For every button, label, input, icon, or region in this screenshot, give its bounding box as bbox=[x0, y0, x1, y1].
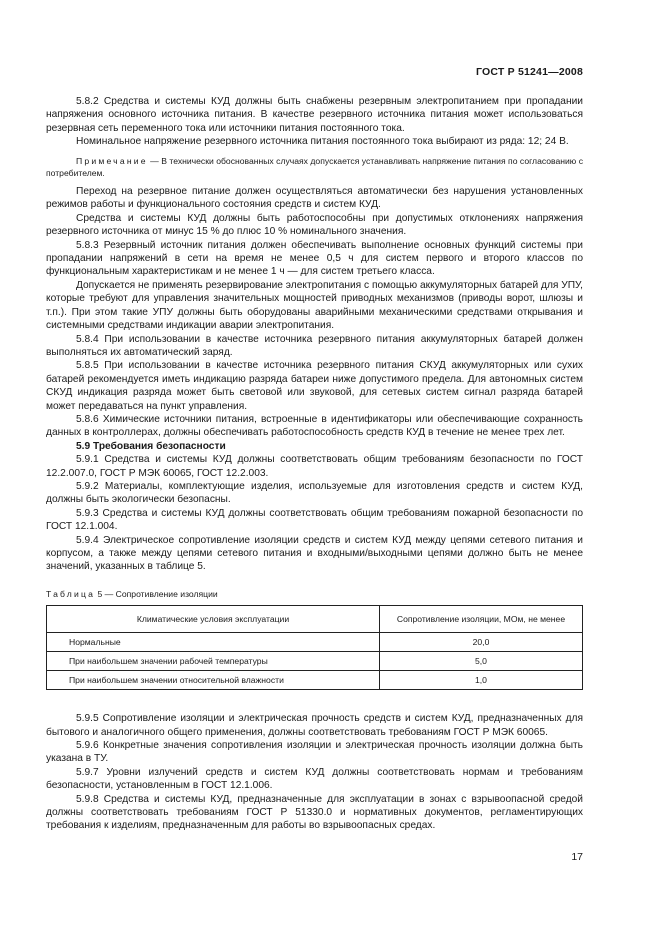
table-caption-label: Таблица bbox=[46, 588, 96, 599]
paragraph: 5.9.1 Средства и системы КУД должны соответствовать общим требованиям безопасности по ГОСТ 12.2.007.0, ГОСТ Р МЭК 60065, ГОСТ 12.2.003. bbox=[46, 454, 583, 479]
table-row bbox=[47, 671, 583, 690]
note bbox=[46, 155, 583, 179]
table-caption-text: 5 — Сопротивление изоляции bbox=[95, 588, 218, 599]
table-row bbox=[47, 633, 583, 652]
paragraph: 5.9.3 Средства и системы КУД должны соответствовать общим требованиям пожарной безопасности по ГОСТ 12.1.004. bbox=[46, 507, 583, 533]
paragraph: 5.8.2 Средства и системы КУД должны быть снабжены резервным электропитанием при пропадании напряжения основного источника питания. В качестве резервного источника питания может использоваться резервная сеть переменного тока или источники питания постоянного тока. bbox=[46, 96, 583, 134]
table-caption bbox=[46, 588, 583, 601]
paragraph: 5.8.6 Химические источники питания, встроенные в идентификаторы или обеспечивающие сохранность данных в контроллерах, должны обеспечивать работоспособность средств КУД в течение не менее трех лет. bbox=[46, 413, 583, 439]
paragraph: 5.9.7 Уровни излучений средств и систем КУД должны соответствовать нормам и требованиям безопасности, установленным в ГОСТ 12.1.006. bbox=[46, 766, 583, 792]
table-cell: 5,0 bbox=[380, 652, 583, 671]
document-code-header: ГОСТ Р 51241—2008 bbox=[475, 66, 583, 78]
section-title: 5.9 Требования безопасности bbox=[76, 440, 226, 452]
paragraph: Номинальное напряжение резервного источника питания постоянного тока выбирают из ряда: 12; 24 В. bbox=[76, 136, 569, 148]
paragraph: 5.8.3 Резервный источник питания должен обеспечивать выполнение основных функций системы при пропадании напряжений в сети на время не менее 0,5 ч для систем первого и второго классов по функциональным характеристикам и не менее 1 ч — для систем третьего класса. bbox=[46, 239, 583, 278]
paragraph: Допускается не применять резервирование электропитания с помощью аккумуляторных батарей для УПУ, которые требуют для управления значительных мощностей приводных механизмов (приводы ворот, шлюзы и т.п.). При этом такие УПУ должны быть оборудованы аварийными механическими средствами открывания и системными средствами индикации аварии электропитания. bbox=[46, 279, 583, 332]
table-row bbox=[47, 652, 583, 671]
table-cell: При наибольшем значении относительной влажности bbox=[47, 671, 380, 690]
paragraph: 5.9.6 Конкретные значения сопротивления изоляции и электрическая прочность изоляции должна быть указана в ТУ. bbox=[46, 740, 583, 765]
paragraph: Переход на резервное питание должен осуществляться автоматически без нарушения установленных режимов работы и функционального состояния средств и систем КУД. bbox=[46, 186, 583, 211]
table-cell: 20,0 bbox=[380, 633, 583, 652]
paragraph: 5.9.5 Сопротивление изоляции и электрическая прочность средств и систем КУД, предназначенных для бытового и аналогичного общего применения, должны соответствовать требованиям ГОСТ Р МЭК 60065. bbox=[46, 713, 583, 738]
document-body bbox=[46, 95, 583, 833]
note-text: — В технически обоснованных случаях допускается устанавливать напряжение питания по согласованию с потребителем. bbox=[46, 155, 583, 178]
table-cell: 1,0 bbox=[380, 671, 583, 690]
insulation-table bbox=[46, 605, 583, 690]
page-number: 17 bbox=[571, 851, 583, 863]
paragraph: 5.8.4 При использовании в качестве источника резервного питания аккумуляторных батарей должен выполняться их автоматический заряд. bbox=[46, 333, 583, 358]
note-label: Примечание bbox=[76, 155, 148, 166]
paragraph: 5.9.4 Электрическое сопротивление изоляции средств и систем КУД между цепями сетевого питания и корпусом, а также между цепями сетевого питания и входными/выходными цепями должно быть не менее значений, указанных в таблице 5. bbox=[46, 534, 583, 573]
table-header-cell: Сопротивление изоляции, МОм, не менее bbox=[380, 606, 583, 633]
paragraph: Средства и системы КУД должны быть работоспособны при допустимых отклонениях напряжения резервного источника от минус 15 % до плюс 10 % номинального значения. bbox=[46, 212, 583, 238]
paragraph: 5.9.8 Средства и системы КУД, предназначенные для эксплуатации в зонах с взрывоопасной средой должны соответствовать требованиям ГОСТ Р 51330.0 и нормативных документов, регламентирующих требования к изделиям, предназначенным для работы во взрывоопасных средах. bbox=[46, 793, 583, 832]
paragraph: 5.8.5 При использовании в качестве источника резервного питания СКУД аккумуляторных или сухих батарей рекомендуется иметь индикацию разряда батареи ниже допустимого предела. Для автономных систем СКУД индикация разряда может быть световой или звуковой, для сетевых систем сигнал разряда батарей может передаваться на пункт управления. bbox=[46, 360, 583, 412]
table-header-cell: Климатические условия эксплуатации bbox=[47, 606, 380, 633]
table-cell: Нормальные bbox=[47, 633, 380, 652]
paragraph: 5.9.2 Материалы, комплектующие изделия, используемые для изготовления средств и систем КУД, должны быть экологически безопасны. bbox=[46, 480, 583, 506]
table-cell: При наибольшем значении рабочей температуры bbox=[47, 652, 380, 671]
table-header-row bbox=[47, 606, 583, 633]
